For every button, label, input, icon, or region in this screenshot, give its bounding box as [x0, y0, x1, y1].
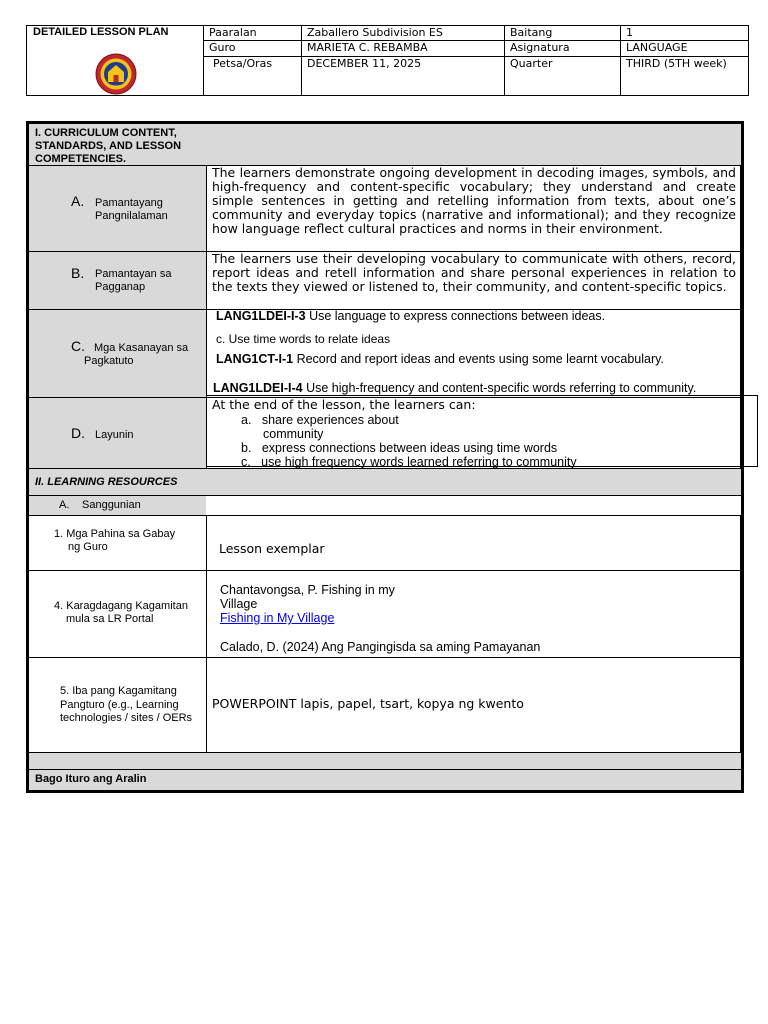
other-materials-value: POWERPOINT lapis, papel, tsart, kopya ng kwento — [212, 696, 524, 711]
lesson-plan-table — [26, 121, 744, 793]
spacer-row — [29, 753, 741, 770]
content-standards-letter: A. — [71, 193, 85, 209]
references-marker: A. — [59, 499, 70, 511]
content-standards-text: The learners demonstrate ongoing development in decoding images, symbols, and high-frequency and content-specific vocabulary; they understand and create simple sentences in getting and retelling information from texts, about one’s community and everyday topics (narrative and informational); and they recognize how language reflect cultural practices and norms in their environment. — [212, 165, 736, 236]
content-standards-label: Pamantayang Pangnilalaman — [95, 197, 168, 222]
objective-item: a. share experiences about — [241, 413, 399, 427]
subject-value: LANGUAGE — [626, 41, 688, 55]
curriculum-section-row — [29, 124, 741, 166]
teachers-guide-value: Lesson exemplar — [219, 541, 325, 556]
objective-item-continued: community — [263, 427, 324, 441]
objective-item: b. express connections between ideas using time words — [241, 441, 558, 455]
fishing-village-link[interactable]: Fishing in My Village — [220, 611, 335, 625]
school-value-cell — [302, 26, 505, 41]
curriculum-heading: I. CURRICULUM CONTENT, STANDARDS, AND LESSON COMPETENCIES. — [35, 127, 182, 165]
before-lesson-heading: Bago Ituro ang Aralin — [35, 773, 147, 785]
header-table — [26, 25, 749, 96]
objectives-letter: D. — [71, 425, 85, 441]
performance-standards-row — [29, 252, 741, 310]
competency-item: LANG1LDEI-I-4 Use high-frequency and content-specific words referring to community. — [213, 381, 697, 395]
grade-label: Baitang — [510, 26, 553, 39]
teachers-guide-row — [29, 516, 741, 571]
competencies-letter: C. — [71, 338, 85, 354]
teacher-value: MARIETA C. REBAMBA — [307, 41, 428, 55]
competency-item: c. Use time words to relate ideas — [216, 332, 391, 346]
performance-standards-text: The learners use their developing vocabulary to communicate with others, record, report ideas and retell information and share personal experiences in relation to the texts they viewed or listened to, their community, and content-specific topics. — [212, 251, 736, 294]
subject-label: Asignatura — [510, 41, 570, 55]
performance-standards-letter: B. — [71, 265, 85, 281]
grade-value: 1 — [626, 26, 633, 39]
header-title-cell — [27, 26, 204, 96]
learning-resources-heading: II. LEARNING RESOURCES — [35, 476, 178, 488]
lr-portal-reference-2: Calado, D. (2024) Ang Pangingisda sa aming Pamayanan — [220, 640, 541, 654]
date-value: DECEMBER 11, 2025 — [307, 56, 422, 70]
objectives-intro: At the end of the lesson, the learners can: — [212, 397, 476, 412]
teachers-guide-label: 1. Mga Pahina sa Gabay ng Guro — [54, 528, 176, 553]
deped-seal-icon — [95, 53, 137, 95]
school-label: Paaralan — [209, 26, 257, 39]
before-lesson-row — [29, 770, 741, 790]
other-materials-row — [29, 658, 741, 753]
school-value: Zaballero Subdivision ES — [307, 26, 443, 39]
competency-item: LANG1LDEI-I-3 Use language to express connections between ideas. — [216, 309, 606, 323]
objectives-overflow-border — [206, 395, 758, 467]
content-standards-row — [29, 166, 741, 252]
quarter-label: Quarter — [510, 56, 553, 70]
objectives-label: Layunin — [95, 429, 134, 441]
references-row — [29, 496, 741, 516]
references-label: Sanggunian — [82, 499, 141, 511]
teacher-label: Guro — [209, 41, 236, 55]
other-materials-label: 5. Iba pang Kagamitang Pangturo (e.g., Learning technologies / sites / OERs — [60, 685, 193, 724]
lr-portal-label: 4. Karagdagang Kagamitan mula sa LR Portal — [54, 600, 188, 625]
lr-portal-row — [29, 571, 741, 658]
lr-portal-reference-1: Chantavongsa, P. Fishing in my Village Fishing in My Village — [220, 583, 395, 625]
date-label: Petsa/Oras — [213, 56, 273, 70]
grade-value-cell — [621, 26, 749, 41]
competencies-row — [29, 310, 741, 398]
quarter-value: THIRD (5TH week) — [626, 56, 727, 70]
learning-resources-row — [29, 468, 741, 496]
competency-item: LANG1CT-I-1 Record and report ideas and events using some learnt vocabulary. — [216, 352, 664, 366]
page-title: DETAILED LESSON PLAN — [33, 26, 169, 38]
grade-label-cell — [505, 26, 621, 41]
performance-standards-label: Pamantayan sa Pagganap — [95, 268, 172, 293]
competencies-label: Mga Kasanayan sa Pagkatuto — [84, 342, 189, 367]
objective-item: c. use high frequency words learned referring to community — [241, 455, 577, 469]
school-label-cell — [204, 26, 302, 41]
